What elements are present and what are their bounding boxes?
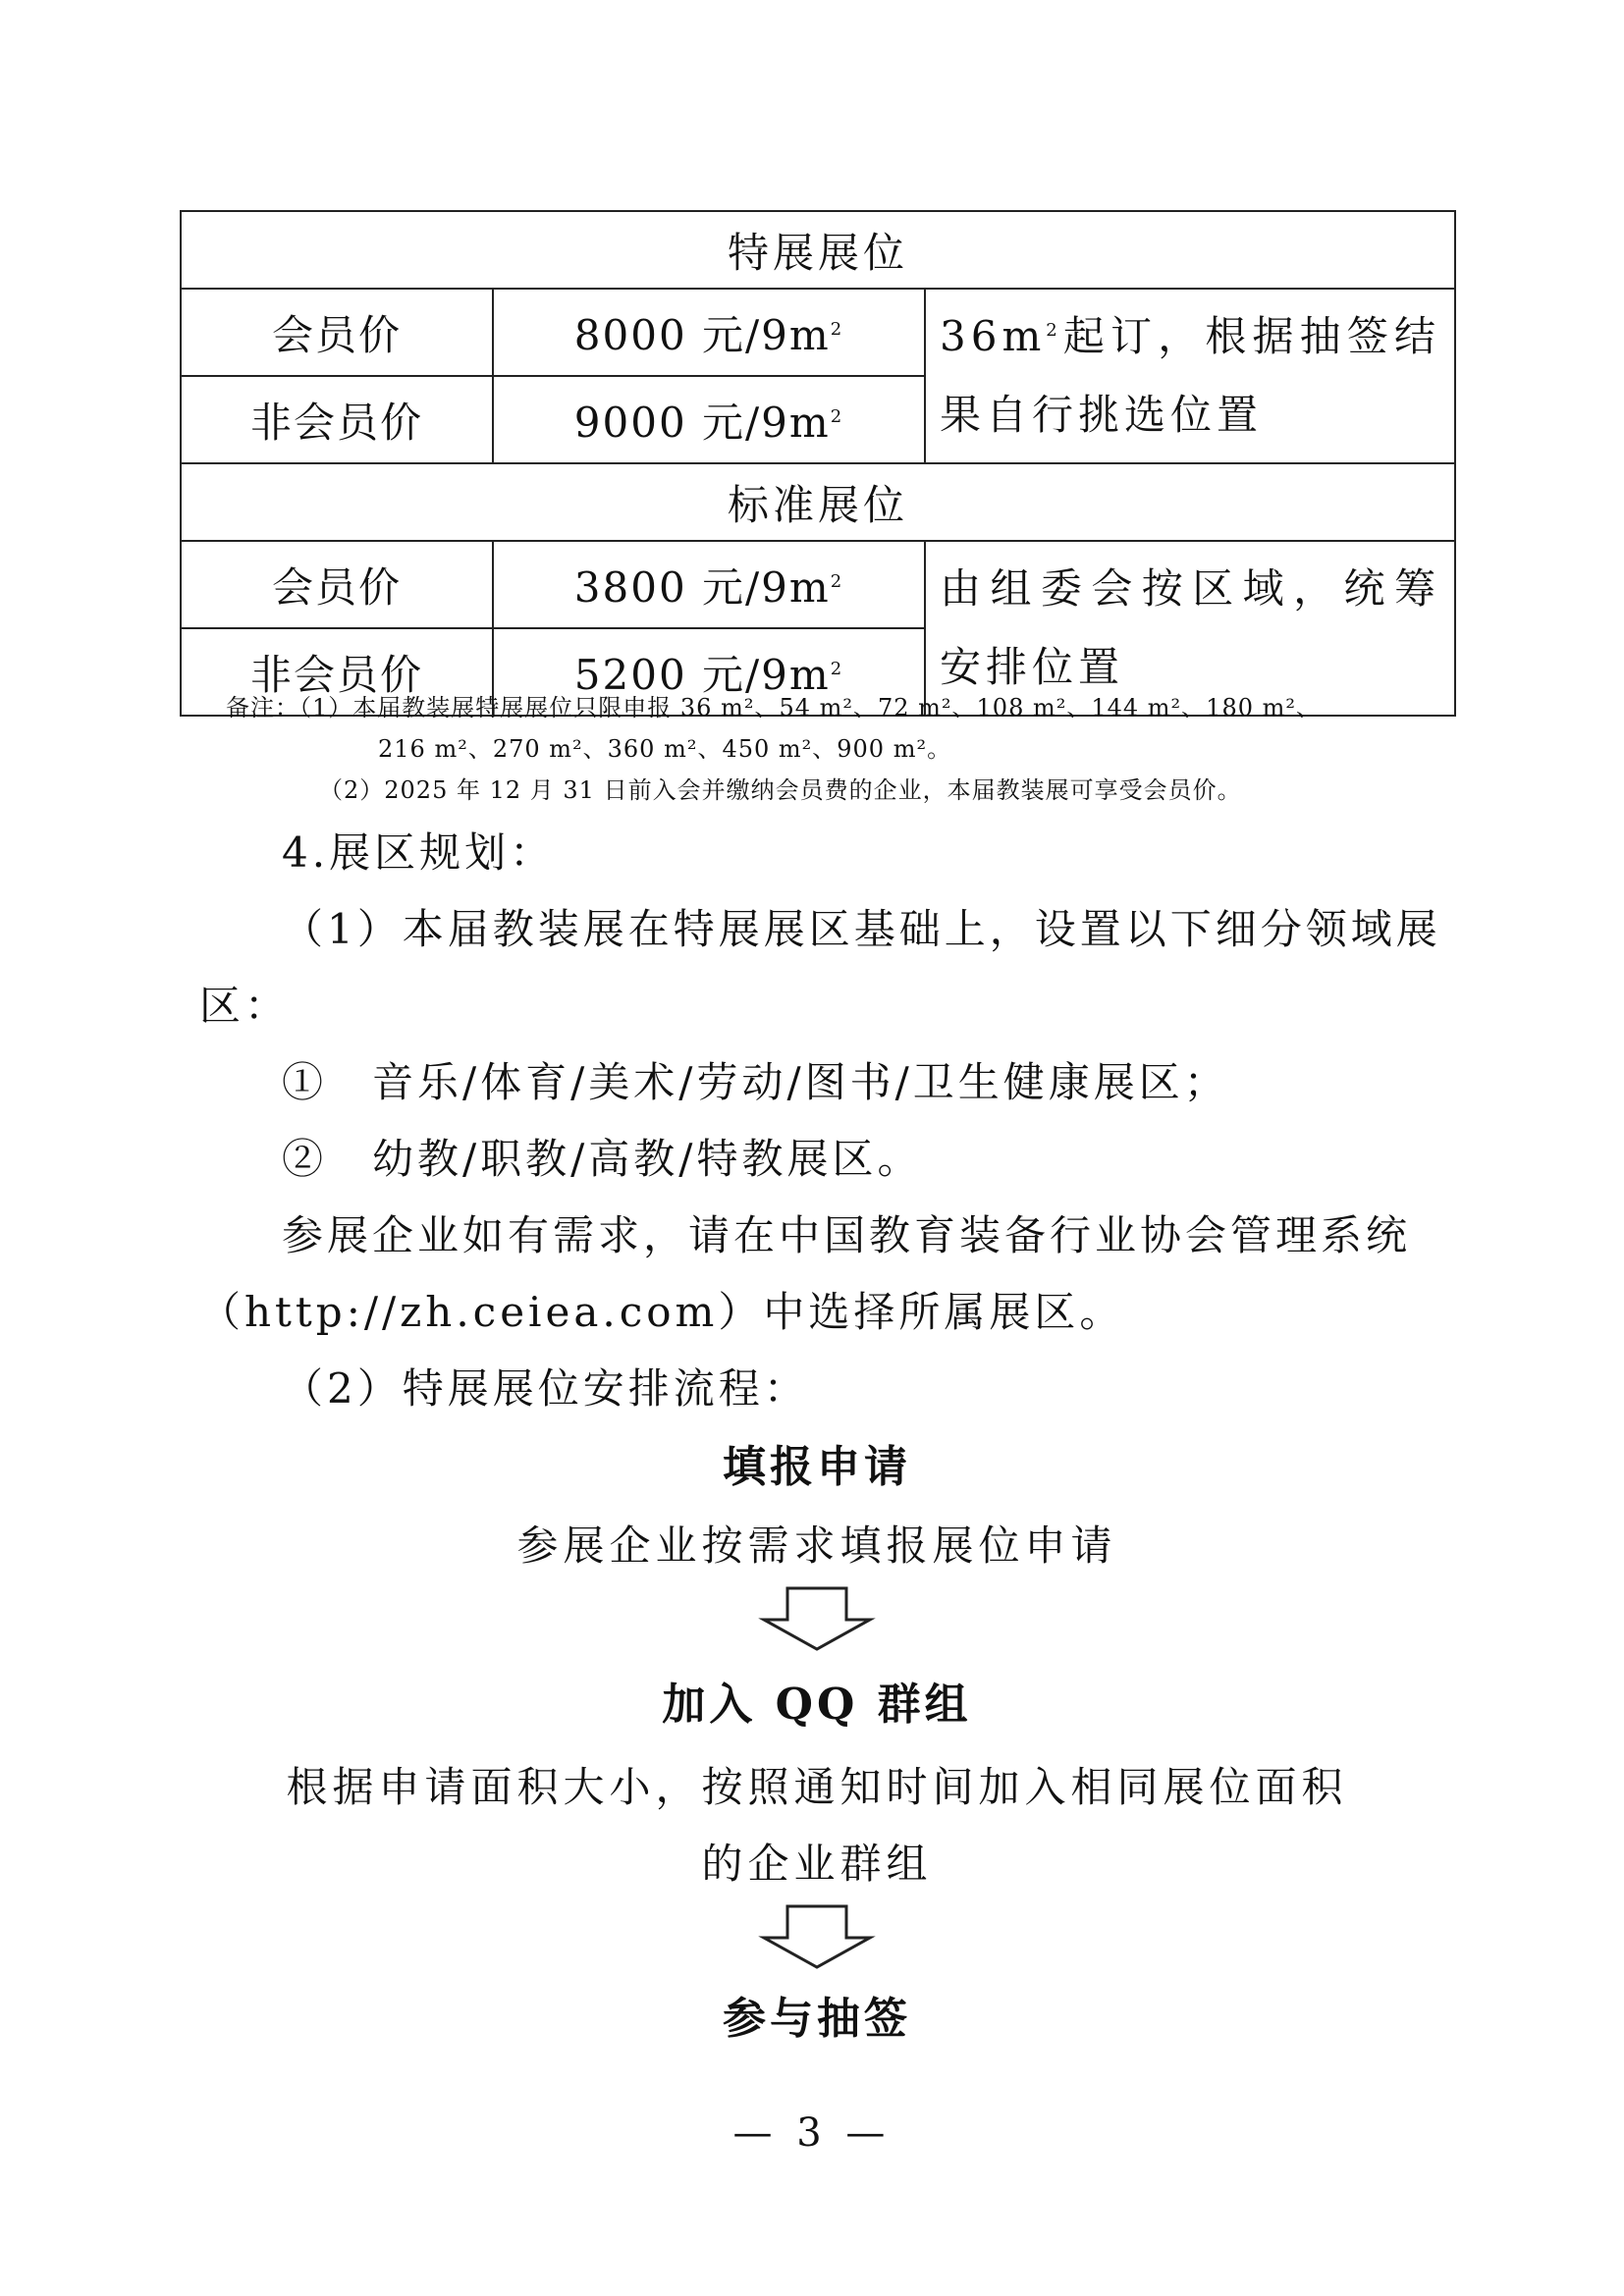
flow-step-title: 加入 QQ 群组 xyxy=(662,1680,972,1730)
standard-booth-note: 由组委会按区域，统筹安排位置 xyxy=(925,541,1455,716)
remark-line: 备注：（1）本届教装展特展展位只限申报 36 m²、54 m²、72 m²、108 m²、144 m²、180 m²、 xyxy=(226,694,1321,721)
special-booth-header: 特展展位 xyxy=(181,211,1455,289)
standard-booth-header: 标准展位 xyxy=(181,463,1455,541)
paragraph: （1）本届教装展在特展展区基础上，设置以下细分领域展区： xyxy=(199,905,1441,1030)
remark-line: （2）2025 年 12 月 31 日前入会并缴纳会员费的企业，本届教装展可享受会员价。 xyxy=(319,776,1242,804)
standard-member-price: 3800 元$/9m^2$ xyxy=(493,541,925,628)
table-remarks xyxy=(226,687,1453,811)
table-row xyxy=(181,289,1455,376)
table-row xyxy=(181,211,1455,289)
list-item: ① 音乐/体育/美术/劳动/图书/卫生健康展区； xyxy=(282,1058,1229,1106)
member-price-label: 会员价 xyxy=(181,541,493,628)
down-arrow-icon xyxy=(758,1584,876,1653)
down-arrow-icon xyxy=(758,1902,876,1971)
section-heading: 4.展区规划： xyxy=(282,828,556,877)
nonmember-price-label: 非会员价 xyxy=(181,376,493,463)
special-member-price: 8000 元$/9m^2$ xyxy=(493,289,925,376)
remark-line: 216 m²、270 m²、360 m²、450 m²、900 m²。 xyxy=(378,735,952,763)
process-flowchart xyxy=(180,1433,1454,2054)
special-booth-note: $36m^2$起订，根据抽签结果自行挑选位置 xyxy=(925,289,1455,463)
section-4-content xyxy=(199,815,1451,1427)
table-row xyxy=(181,541,1455,628)
special-nonmember-price: 9000 元$/9m^2$ xyxy=(493,376,925,463)
page-number: — 3 — xyxy=(732,2110,892,2156)
paragraph: （2）特展展位安排流程： xyxy=(282,1364,809,1413)
flow-step-title: 填报申请 xyxy=(723,1442,911,1492)
paragraph: 参展企业如有需求，请在中国教育装备行业协会管理系统（http://zh.ceiea.com）中选择所属展区。 xyxy=(199,1211,1412,1336)
flow-step-description: 根据申请面积大小，按照通知时间加入相同展位面积的企业群组 xyxy=(286,1763,1348,1888)
nonmember-price-label: 非会员价 xyxy=(181,628,493,716)
standard-nonmember-price: 5200 元$/9m^2$ xyxy=(493,628,925,716)
member-price-label: 会员价 xyxy=(181,289,493,376)
flow-step-title: 参与抽签 xyxy=(723,1994,911,2044)
list-item: ② 幼教/职教/高教/特教展区。 xyxy=(282,1135,923,1183)
booth-price-table xyxy=(180,210,1456,717)
flow-step-description: 参展企业按需求填报展位申请 xyxy=(516,1522,1117,1570)
table-row xyxy=(181,463,1455,541)
